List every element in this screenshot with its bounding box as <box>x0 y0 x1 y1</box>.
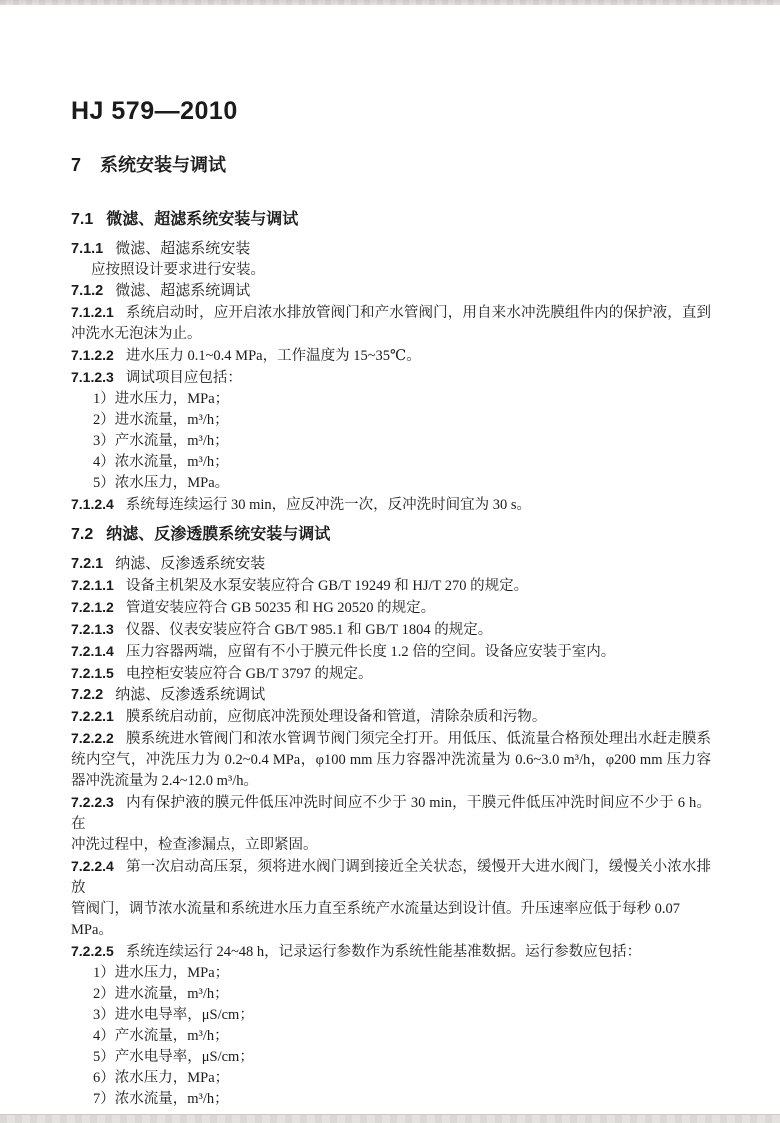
clause-heading <box>71 281 711 302</box>
paragraph-line: 统内空气，冲洗压力为 0.2~0.4 MPa，φ100 mm 压力容器冲洗流量为 0.6~3.0 m³/h，φ200 mm 压力容 <box>71 752 711 768</box>
list-item: 3）产水流量，m³/h； <box>93 433 229 449</box>
clause-title: 纳滤、反渗透系统调试 <box>115 687 266 703</box>
clause-number: 7.2.1.5 <box>71 665 114 681</box>
clause-paragraph <box>71 494 711 516</box>
paragraph-text: 系统启动时，应开启浓水排放管阀门和产水管阀门，用自来水冲洗膜组件内的保护液，直到 <box>125 305 711 321</box>
clause-paragraph <box>71 302 711 345</box>
paragraph-line: 器冲洗流量为 2.4~12.0 m³/h。 <box>71 773 258 789</box>
paragraph-line: 管阀门，调节浓水流量和系统进水压力直至系统产水流量达到设计值。升压速率应低于每秒 0.07 MPa。 <box>71 901 680 938</box>
paragraph-text: 进水压力 0.1~0.4 MPa，工作温度为 15~35℃。 <box>125 348 421 364</box>
clause-number: 7.2.2.4 <box>71 858 114 874</box>
paragraph-text: 设备主机架及水泵安装应符合 GB/T 19249 和 HJ/T 270 的规定。 <box>125 578 529 594</box>
clause-paragraph <box>71 641 711 663</box>
paragraph-line <box>71 728 711 750</box>
clause-number: 7.1.2.3 <box>71 369 114 385</box>
clause-number: 7.2.1.4 <box>71 643 114 659</box>
list-item: 7）浓水流量，m³/h； <box>93 1091 229 1107</box>
paragraph-text: 压力容器两端，应留有不小于膜元件长度 1.2 倍的空间。设备应安装于室内。 <box>125 644 616 660</box>
clause-paragraph <box>71 856 711 941</box>
clause-heading <box>71 685 711 706</box>
clause-number: 7.1 <box>71 211 94 228</box>
paragraph-line <box>71 706 711 728</box>
clause-number: 7.2.1 <box>71 556 104 572</box>
paragraph-line <box>71 792 711 835</box>
clause-number: 7.2.1.2 <box>71 599 114 615</box>
clause-title: 微滤、超滤系统调试 <box>115 283 251 299</box>
clause-paragraph <box>71 367 711 389</box>
clause-number: 7.1.2.2 <box>71 347 114 363</box>
paragraph-line <box>71 367 711 389</box>
paragraph-text: 系统每连续运行 30 min，应反冲洗一次，反冲洗时间宜为 30 s。 <box>125 497 532 513</box>
clause-number: 7.2.2.3 <box>71 794 114 810</box>
paragraph-line <box>71 619 711 641</box>
scan-edge-top <box>0 0 780 5</box>
clause-paragraph <box>71 792 711 856</box>
clause-number: 7.2.2.5 <box>71 943 114 959</box>
clause-paragraph <box>71 345 711 367</box>
clause-paragraph <box>71 597 711 619</box>
paragraph-line: 冲洗水无泡沫为止。 <box>71 326 202 342</box>
clause-heading <box>71 554 711 575</box>
clause-number: 7.1.2.4 <box>71 496 114 512</box>
clause-number: 7.2.2.2 <box>71 730 114 746</box>
clause-heading <box>71 524 711 546</box>
document-body <box>71 153 711 1110</box>
paragraph-line <box>71 345 711 367</box>
paragraph-line <box>71 302 711 324</box>
clause-paragraph <box>71 575 711 597</box>
paragraph-text: 仪器、仪表安装应符合 GB/T 985.1 和 GB/T 1804 的规定。 <box>125 622 493 638</box>
clause-number: 7.2.2 <box>71 687 104 703</box>
paragraph-text: 膜系统进水管阀门和浓水管调节阀门须完全打开。用低压、低流量合格预处理出水赶走膜系 <box>125 731 711 747</box>
clause-title: 系统安装与调试 <box>100 155 227 175</box>
scan-edge-bottom <box>0 1114 780 1123</box>
clause-paragraph <box>71 728 711 792</box>
list-item: 6）浓水压力，MPa； <box>93 1070 230 1086</box>
paragraph-line: 冲洗过程中，检查渗漏点，立即紧固。 <box>71 837 318 853</box>
list-item: 2）进水流量，m³/h； <box>93 986 229 1002</box>
clause-paragraph <box>71 619 711 641</box>
paragraph-text: 电控柜安装应符合 GB/T 3797 的规定。 <box>125 666 373 682</box>
list-item: 2）进水流量，m³/h； <box>93 412 229 428</box>
paragraph-text: 内有保护液的膜元件低压冲洗时间应不少于 30 min，干膜元件低压冲洗时间应不少于 6 h。在 <box>71 795 711 832</box>
clause-title: 微滤、超滤系统安装与调试 <box>106 211 299 228</box>
paragraph-text: 调试项目应包括： <box>125 370 242 386</box>
paragraph-line <box>71 856 711 899</box>
paragraph-line <box>71 494 711 516</box>
list-item: 3）进水电导率，μS/cm； <box>93 1007 254 1023</box>
paragraph-text: 系统连续运行 24~48 h，记录运行参数作为系统性能基准数据。运行参数应包括： <box>125 944 642 960</box>
list-item: 1）进水压力，MPa； <box>93 391 230 407</box>
paragraph-line <box>71 597 711 619</box>
page-content <box>71 98 711 1123</box>
list-item: 4）产水流量，m³/h； <box>93 1028 229 1044</box>
clause-number: 7.2.1.1 <box>71 577 114 593</box>
list-item: 5）产水电导率，μS/cm； <box>93 1049 254 1065</box>
clause-number: 7.1.1 <box>71 241 104 257</box>
clause-heading <box>71 239 711 260</box>
clause-number: 7 <box>71 155 82 175</box>
clause-heading <box>71 153 711 177</box>
clause-paragraph <box>71 941 711 963</box>
paragraph-text: 管道安装应符合 GB 50235 和 HG 20520 的规定。 <box>125 600 436 616</box>
paragraph-line <box>71 641 711 663</box>
paragraph-line <box>71 575 711 597</box>
paragraph-line <box>71 663 711 685</box>
clause-heading <box>71 209 711 231</box>
paragraph-text: 第一次启动高压泵，须将进水阀门调到接近全关状态，缓慢开大进水阀门，缓慢关小浓水排放 <box>71 859 711 896</box>
paragraph-text: 膜系统启动前，应彻底冲洗预处理设备和管道，清除杂质和污物。 <box>125 709 547 725</box>
list-item: 1）进水压力，MPa； <box>93 965 230 981</box>
list-item: 5）浓水压力，MPa。 <box>93 475 230 491</box>
list-item: 4）浓水流量，m³/h； <box>93 454 229 470</box>
clause-paragraph <box>71 706 711 728</box>
paragraph-line <box>71 941 711 963</box>
clause-number: 7.2 <box>71 526 94 543</box>
clause-number: 7.1.2 <box>71 283 104 299</box>
clause-paragraph <box>71 663 711 685</box>
clause-title: 纳滤、反渗透膜系统安装与调试 <box>106 526 331 543</box>
clause-number: 7.2.2.1 <box>71 708 114 724</box>
clause-number: 7.1.2.1 <box>71 304 114 320</box>
clause-number: 7.2.1.3 <box>71 621 114 637</box>
clause-title: 微滤、超滤系统安装 <box>115 241 251 257</box>
indented-paragraph: 应按照设计要求进行安装。 <box>91 262 265 278</box>
standard-code: HJ 579—2010 <box>71 97 238 125</box>
clause-title: 纳滤、反渗透系统安装 <box>115 556 266 572</box>
